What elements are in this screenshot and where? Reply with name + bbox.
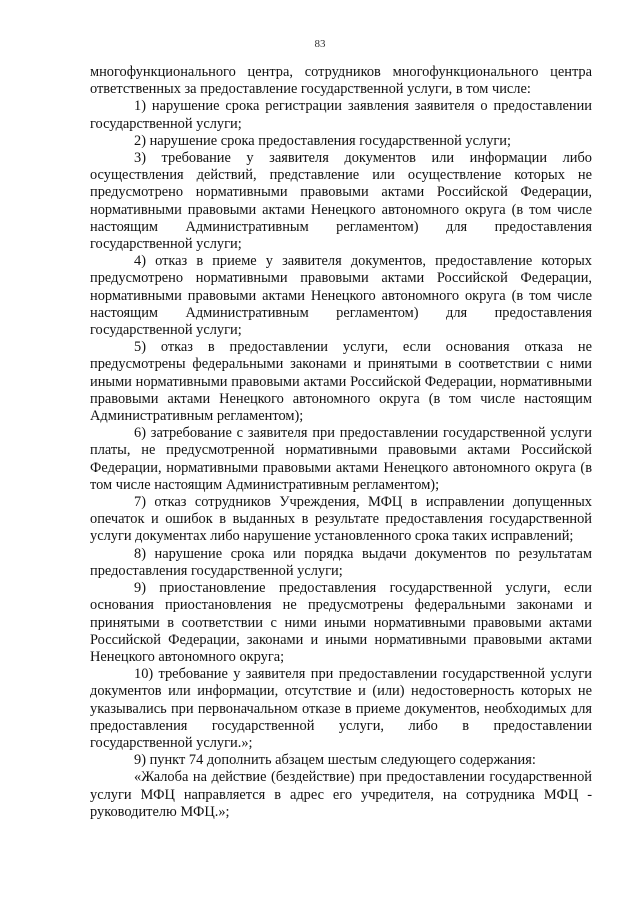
list-item-5: 5) отказ в предоставлении услуги, если основания отказа не предусмотрены федеральными законами и принятыми в соответствии с ними иными нормативными правовыми актами Российской Федерации, нормативными правовыми актами Ненецкого автономного округа (в том числе настоящим Административным регламентом); [90,339,592,425]
list-item-3: 3) требование у заявителя документов или информации либо осуществления действий, представление или осуществление которых не предусмотрено нормативными правовыми актами Российской Федерации, нормативными правовыми актами Ненецкого автономного округа (в том числе настоящим Административным регламентом) для предоставления государственной услуги; [90,150,592,253]
list-item-9: 9) приостановление предоставления государственной услуги, если основания приостановления не предусмотрены федеральными законами и принятыми в соответствии с ними иными нормативными правовыми актами Российской Федерации, законами и иными нормативными правовыми актами Ненецкого автономного округа; [90,580,592,665]
list-item-1: 1) нарушение срока регистрации заявления заявителя о предоставлении государственной услуги; [90,98,592,132]
list-item-10: 10) требование у заявителя при предоставлении государственной услуги документов или информации, отсутствие и (или) недостоверность которых не указывались при первоначальном отказе в приеме документов, необходимых для предоставления государственной услуги, либо в предоставлении государственной услуги.»; [90,666,592,751]
paragraph-intro: многофункционального центра, сотрудников многофункционального центра ответственных за предоставление государственной услуги, в том числе: [90,64,592,98]
list-item-4: 4) отказ в приеме у заявителя документов, предоставление которых предусмотрено нормативными правовыми актами Российской Федерации, нормативными правовыми актами Ненецкого автономного округа (в том числе настоящим Административным регламентом) для предоставления государственной услуги; [90,253,592,339]
document-body [90,64,592,821]
list-item-7: 7) отказ сотрудников Учреждения, МФЦ в исправлении допущенных опечаток и ошибок в выданных в результате предоставления государственной услуги документах либо нарушение установленного срока таких исправлений; [90,494,592,545]
list-item-8: 8) нарушение срока или порядка выдачи документов по результатам предоставления государственной услуги; [90,545,592,579]
list-item-2: 2) нарушение срока предоставления государственной услуги; [134,132,511,149]
page-number: 83 [314,38,326,50]
quoted-amendment-text: «Жалоба на действие (бездействие) при предоставлении государственной услуги МФЦ направляется в адрес его учредителя, на сотрудника МФЦ - руководителю МФЦ.»; [90,769,592,820]
amendment-item-9: 9) пункт 74 дополнить абзацем шестым следующего содержания: [134,752,536,769]
list-item-6: 6) затребование с заявителя при предоставлении государственной услуги платы, не предусмотренной нормативными правовыми актами Российской Федерации, нормативными правовыми актами Ненецкого автономного округа (в том числе настоящим Административным регламентом); [90,425,592,493]
